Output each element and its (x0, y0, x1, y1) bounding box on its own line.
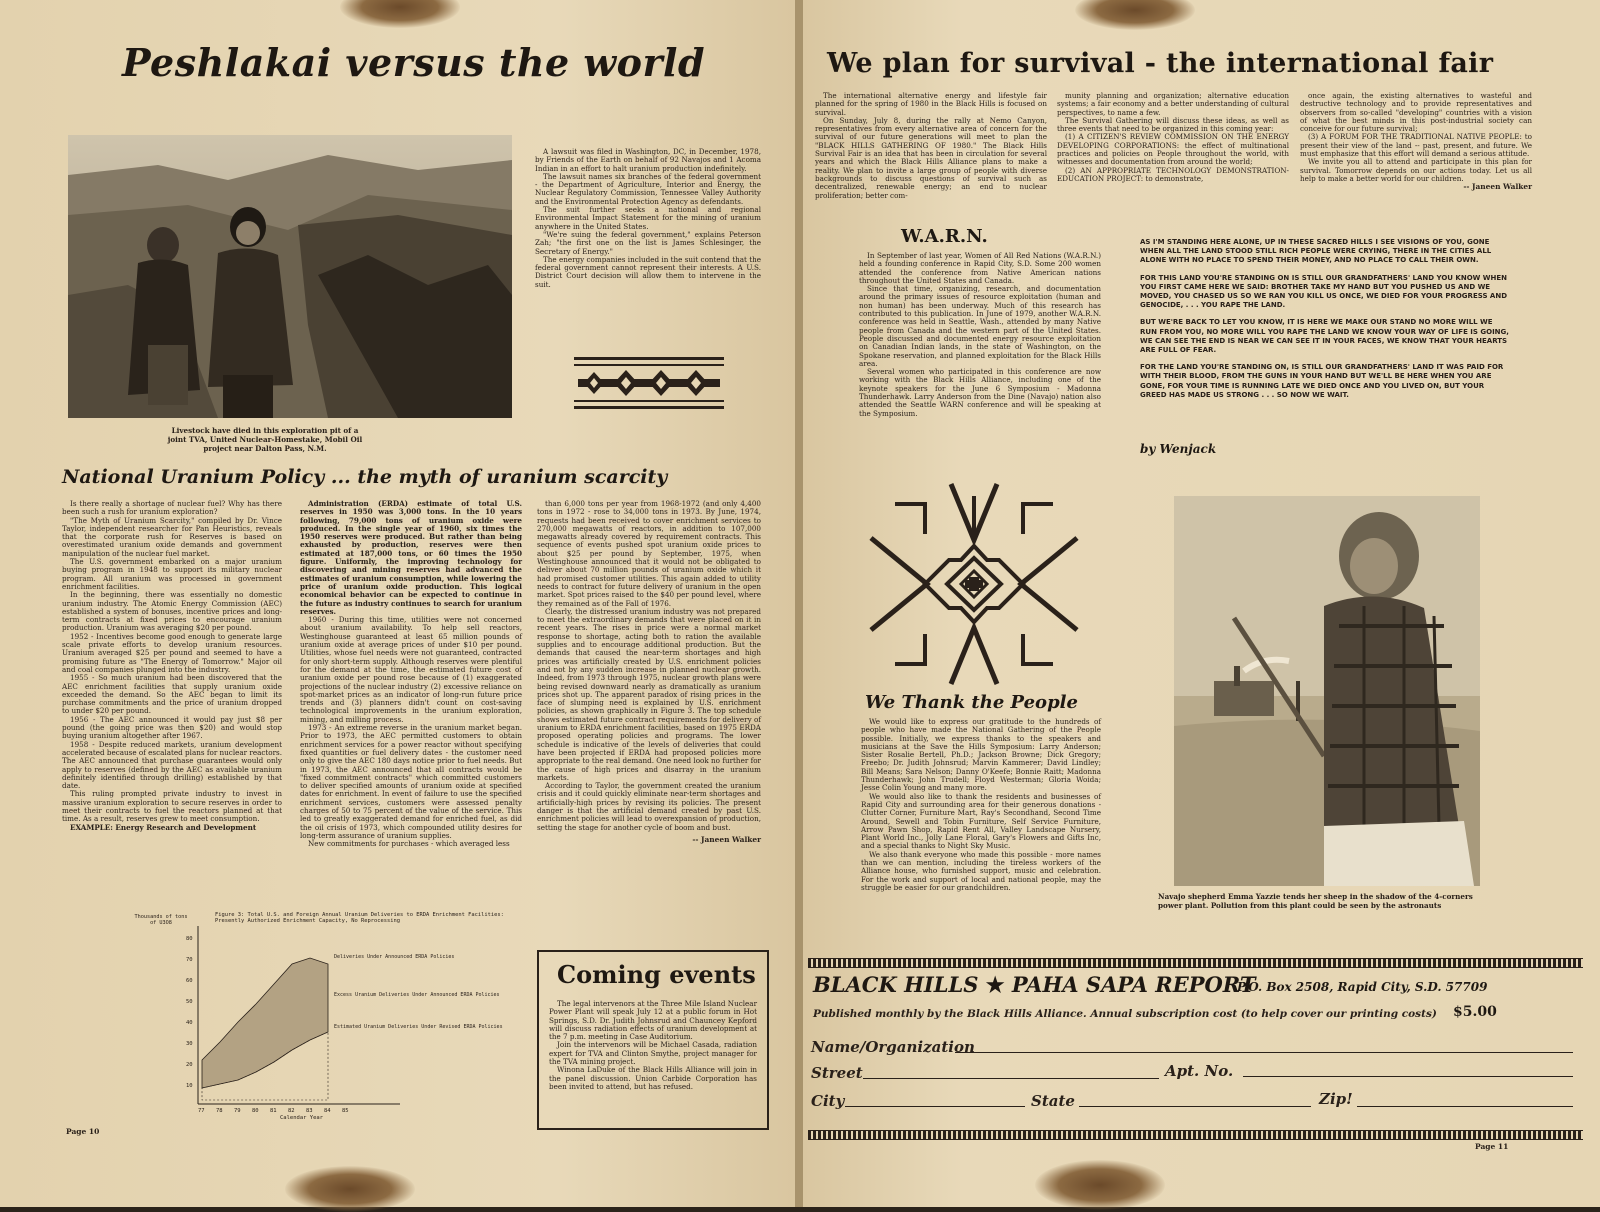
poem-wenjack (1140, 238, 1510, 408)
poem-byline: by Wenjack (1140, 442, 1217, 456)
apt-field-label: Apt. No. (1165, 1062, 1234, 1080)
uranium-para: New commitments for purchases - which averaged less (308, 839, 510, 849)
uranium-para: Administration (ERDA) estimate of total U.S. reserves in 1950 was 3,000 tons. In the 10 years following, 79,000 tons of uranium oxide were produced. In the single year of 1960, six times the 1950 reserves were produced. But rather than being exhausted by production, reserves were then estimated at 187,000 tons, or 60 times the 1950 figure. Uniformly, the improving technology for discovering and mining reserves had advanced the estimates of uranium consumption, while lowering the price of uranium oxide production. This logical economical behavior can be expected to continue in the future as industry continues to search for uranium reserves. (300, 499, 522, 616)
y-tick: 60 (186, 978, 193, 984)
x-tick: 83 (306, 1108, 313, 1114)
legend-entry: Deliveries Under Announced ERDA Policies (334, 954, 455, 960)
x-tick: 85 (342, 1108, 349, 1114)
x-tick: 82 (288, 1108, 295, 1114)
star-icon: ★ (985, 972, 1005, 997)
name-field-label: Name/Organization (811, 1038, 975, 1056)
figure-uranium-deliveries (130, 912, 515, 1120)
warn-title: W.A.R.N. (901, 226, 988, 247)
page-right (803, 0, 1600, 1207)
lawsuit-para: The energy companies included in the suit contend that the federal government cannot represent their interests. A U.S. District Court decision will allow them to intervene in the suit. (535, 254, 761, 289)
coming-events-para: Join the intervenors will be Michael Casada, radiation expert for TVA and Clinton Smythe, project manager for the TVA mining project. (549, 1040, 757, 1067)
headline-survival-fair: We plan for survival - the international fair (827, 48, 1494, 79)
thank-para: We would also like to thank the residents and businesses of Rapid City and surrounding area for their generous donations - Clutter Corner, Furniture Mart, Ray's Secondhand, Second Time Around, Sewell and Tobin Furniture, Self Service Furniture, Arrow Pawn Shop, Rapid Rent All, Valley Landscape Nursery, Plant World Inc., Jolly Lane Floral, Gary's Flowers and Gifts Inc, and a special thanks to Night Sky Music. (861, 791, 1101, 851)
x-tick: 78 (216, 1108, 223, 1114)
fair-para: (1) A CITIZEN'S REVIEW COMMISSION ON THE ENERGY DEVELOPING CORPORATIONS: the effect of multinational practices and policies on People throughout the world, with witnesses and documentation from around the world; (1057, 132, 1289, 167)
x-tick: 79 (234, 1108, 241, 1114)
coming-events-box (537, 950, 769, 1130)
uranium-para: This ruling prompted private industry to invest in massive uranium exploration to secure reserves in order to meet their contracts to fuel the reactors planned at that time. As a result, reserves grew to meet consumption. (62, 789, 282, 824)
lawsuit-article (535, 148, 761, 289)
poem-stanza: BUT WE'RE BACK TO LET YOU KNOW, IT IS HERE WE MAKE OUR STAND NO MORE WILL WE RUN FROM YOU, NO MORE WILL YOU RAPE THE LAND WE KNOW YOUR WAY OF LIFE IS GOING, WE CAN SEE THE END IS NEAR WE CAN SEE IT IN YOUR FACES, WE KNOW THAT YOUR HEARTS ARE FULL OF FEAR. (1140, 318, 1509, 355)
uranium-para: In the beginning, there was essentially no domestic uranium industry. The Atomic Energy Commission (AEC) established a system of bonuses, incentive prices and long-term contracts at fixed prices to encourage uranium production. Uranium was averaging $20 per pound. (62, 590, 282, 633)
headline-peshlakai: Peshlakai versus the world (122, 40, 706, 85)
page-number-left: Page 10 (66, 1127, 100, 1136)
uranium-para: Is there really a shortage of nuclear fuel? Why has there been such a rush for uranium exploration? (62, 499, 282, 517)
y-tick: 20 (186, 1062, 193, 1068)
fair-para: (3) A FORUM FOR THE TRADITIONAL NATIVE PEOPLE: to present their view of the land -- past, present, and future. We must emphasize that this effort will demand a serious attitude. (1300, 132, 1532, 159)
x-tick: 80 (252, 1108, 259, 1114)
uranium-para: 1958 - Despite reduced markets, uranium development accelerated because of escalated plans for nuclear reactors. The AEC announced that purchase guarantees would only apply to reserves (defined by the AEC as available uranium definitely identified through drilling) established by that date. (62, 739, 283, 791)
x-tick: 84 (324, 1108, 331, 1114)
subscribe-blurb: Published monthly by the Black Hills Alliance. Annual subscription cost (to help cover our printing costs) (813, 1008, 1437, 1020)
fair-byline: -- Janeen Walker (1463, 182, 1532, 192)
fair-para: The Survival Gathering will discuss these ideas, as well as three events that need to be organized in this coming year: (1057, 115, 1289, 134)
poem-stanza: FOR THE LAND YOU'RE STANDING ON, IS STILL OUR GRANDFATHERS' LAND IT WAS PAID FOR WITH THEIR BLOOD, FROM THE GUNS IN YOUR HAND BUT WE'LL BE HERE WHEN YOU ARE GONE, FOR YOUR TIME IS RUNNING LATE WE DIED ONCE AND YOU LIVED ON, BUT YOUR GREED HAS MADE US STRONG . . . SO NOW WE WAIT. (1140, 363, 1504, 399)
uranium-para: than 6,000 tons per year from 1968-1972 (and only 4,400 tons in 1972 - rose to 34,000 tons in 1973. By June, 1974, requests had been received to cover enrichment services to 270,000 megawatts of reactors, in addition to 107,000 megawatts already covered by requirement contracts. This sequence of events pushed spot uranium oxide prices to about $25 per pound by September, 1975, when Westinghouse announced that it would not be obligated to deliver about 70 million pounds of uranium oxide which it had promised customer utilities. This again added to utility needs to contract for future delivery of uranium in the open market. Spot prices raised to the $40 per pound level, where they remained as of the Fall of 1976. (537, 499, 761, 608)
thank-article (861, 718, 1101, 892)
street-field-label: Street (811, 1064, 863, 1082)
lawsuit-para: The lawsuit names six branches of the federal government - the Department of Agriculture, Interior and Energy, the Nuclear Regulatory Commission, Tennessee Valley Authority and the Environmental Protection Agency as defendants. (535, 171, 761, 206)
uranium-para: 1956 - The AEC announced it would pay just $8 per pound (the going price was then $20) and would stop buying uranium altogether after 1967. (62, 714, 282, 741)
fair-para: (2) AN APPROPRIATE TECHNOLOGY DEMONSTRATION-EDUCATION PROJECT: to demonstrate, (1057, 165, 1289, 183)
uranium-para: 1973 - An extreme reverse in the uranium market began. Prior to 1973, the AEC permitted customers to obtain enrichment services for a power reactor without specifying fixed quantities or fuel delivery dates - the customer need only to give the AEC 180 days notice prior to fuel needs. But in 1973, the AEC announced that all contracts would be "fixed commitment contracts" which committed customers to deliver specified amounts of uranium oxide at specified dates for enrichment. In event of failure to use the specified enrichment services, customers were assessed penalty charges of 50 to 75 percent of the value of the service. This led to greatly exaggerated demand for enriched fuel, as did the oil crisis of 1973, which compounded utility desires for long-term assurance of uranium supplies. (300, 723, 522, 840)
uranium-col-2 (300, 500, 522, 848)
masthead-title (813, 972, 1256, 997)
legend-entry: Excess Uranium Deliveries Under Announced ERDA Policies (334, 992, 500, 998)
headline-uranium: National Uranium Policy ... the myth of uranium scarcity (62, 466, 668, 488)
stain-decoration (285, 1166, 415, 1212)
fair-para: munity planning and organization; alternative education systems; a fair economy and a better understanding of cultural perspectives, to name a few. (1057, 91, 1289, 117)
masthead-black-hills: BLACK HILLS (813, 972, 979, 997)
fair-para: We invite you all to attend and participate in this plan for survival. Tomorrow depends on our actions today. Let us all help to make a better world for our children. (1300, 157, 1532, 183)
y-tick: 80 (186, 936, 193, 942)
form-bottom-border (808, 1130, 1583, 1140)
navajo-rug-ornament (574, 357, 724, 409)
page-left (0, 0, 795, 1207)
coming-events-para: Winona LaDuke of the Black Hills Alliance will join in the panel discussion. Union Carbide Corporation has been invited to attend, but has refused. (549, 1065, 757, 1091)
fair-para: The international alternative energy and lifestyle fair planned for the spring of 1980 in the Black Hills is focused on survival. (815, 91, 1047, 117)
photo-caption-emma: Navajo shepherd Emma Yazzie tends her sheep in the shadow of the 4-corners power plant. Pollution from this plant could be seen by the astronauts (1158, 892, 1473, 910)
stain-decoration (1035, 1160, 1165, 1210)
fair-para: once again, the existing alternatives to wasteful and destructive technology and to provide representatives and observers from so-called "developing" countries with a vision of what the best minds in this post-industrial society can conceive for our future survival; (1300, 91, 1532, 134)
form-top-border (808, 958, 1583, 968)
figure-ylabel: Thousands of tons of U3O8 (134, 914, 188, 926)
thank-para: We also thank everyone who made this possible - more names than we can mention, including the tireless workers of the Alliance house, who furnished support, music and celebration. For the work and support of local and national people, may the struggle be easier for our grandchildren. (861, 849, 1101, 892)
thank-title: We Thank the People (865, 692, 1078, 713)
uranium-para: "The Myth of Uranium Scarcity," compiled by Dr. Vince Taylor, independent researcher for Pan Heuristics, reveals that the corporate rush for Reserves is based on overestimated uranium oxide demands and government manipulation of the nuclear fuel market. (62, 515, 282, 558)
coming-events-para: The legal intervenors at the Three Mile Island Nuclear Power Plant will speak July 12 at a public forum in Hot Springs, S.D. Dr. Judith Johnsrud and Chauncey Kepford will discuss radiation effects of uranium development at the 7 p.m. meeting in Case Auditorium. (549, 999, 757, 1042)
thank-para: We would like to express our gratitude to the hundreds of people who have made the National Gathering of the People possible. Initially, we express thanks to the speakers and musicians at the Save the Hills Symposium: Larry Anderson; Sister Rosalie Bertell, Ph.D.; Jackson Browne; Dick Gregory; Freebo; Dr. Judith Johnsrud; Marvin Kammerer; David Lindley; Bill Means; Sara Nelson; Danny O'Keefe; Bonnie Raitt; Madonna Thunderhawk; John Trudell; Floyd Westerman; Gloria Woida; Jesse Colin Young and many more. (861, 717, 1101, 793)
masthead-paha-sapa: PAHA SAPA REPORT (1011, 972, 1256, 997)
street-field[interactable] (863, 1078, 1159, 1079)
uranium-col-1 (62, 500, 282, 832)
poem-stanza: FOR THIS LAND YOU'RE STANDING ON IS STILL OUR GRANDFATHERS' LAND YOU KNOW WHEN YOU FIRST CAME HERE WE SAID: BROTHER TAKE MY HAND BUT YOU PUSHED US AND WE MOVED, YOU CHASED US SO WE RAN YOU KILL US ONCE, WE DIED FOR YOUR PROGRESS AND GENOCIDE, . . . YOU RAPE THE LAND. (1140, 273, 1508, 310)
photo-livestock-pit (68, 135, 512, 418)
y-tick: 30 (186, 1041, 193, 1047)
subscribe-address: P.O. Box 2508, Rapid City, S.D. 57709 (1237, 980, 1488, 994)
coming-events-text (549, 1000, 757, 1091)
warn-para: In September of last year, Women of All Red Nations (W.A.R.N.) held a founding conference in Rapid City, S.D. Some 200 women attended the conference from Native American nations throughout the United States and Canada. (859, 251, 1101, 285)
fair-col-2 (1057, 92, 1289, 183)
zip-field[interactable] (1357, 1106, 1573, 1107)
figure-plot (130, 912, 515, 1120)
uranium-para: 1952 - Incentives become good enough to generate large scale private efforts to develop uranium resources. Uranium averaged $25 per pound and seemed to have a promising future as "The Energy of Tomorrow." Major oil and coal companies plunged into the industry. (62, 631, 282, 674)
uranium-para: According to Taylor, the government created the uranium crisis and it could quickly eliminate near-term shortages and artificially-high prices by revising its policies. The present danger is that the artificial demand created by past U.S. enrichment policies will lead to overexpansion of production, setting the stage for another cycle of boom and bust. (537, 781, 761, 832)
photo-caption-livestock: Livestock have died in this exploration pit of a joint TVA, United Nuclear-Homestake, Mobil Oil project near Dalton Pass, N.M. (167, 426, 363, 453)
y-tick: 40 (186, 1020, 193, 1026)
zip-field-label: Zip! (1319, 1090, 1353, 1108)
uranium-para: The U.S. government embarked on a major uranium buying program in 1948 to support its military nuclear program. All uranium was processed in government enrichment facilities. (62, 557, 282, 591)
poem-stanza: AS I'M STANDING HERE ALONE, UP IN THESE SACRED HILLS I SEE VISIONS OF YOU, GONE WHEN ALL THE LAND STOOD STILL RICH PEOPLE WERE CRYING, THERE IN THE CITIES ALL ALONE WITH NO PLACE TO SPEND THEIR MONEY, AND NO PLACE TO CALL THEIR OWN. (1140, 238, 1492, 265)
fair-para: On Sunday, July 8, during the rally at Nemo Canyon, representatives from every alternative area of concern for the survival of our future generations will meet to plan the "BLACK HILLS GATHERING OF 1980." The Black Hills Survival Fair is an idea that has been in circulation for several years and which the Black Hills Alliance plans to make a reality. We plan to invite a large group of people with diverse backgrounds to discuss questions of survival such as decentralized, renewable energy; an end to nuclear proliferation; better com- (815, 115, 1047, 200)
apt-field[interactable] (1243, 1076, 1573, 1077)
lawsuit-para: The suit further seeks a national and regional Environmental Impact Statement for the mining of uranium anywhere in the United States. (535, 205, 761, 231)
legend-entry: Estimated Uranium Deliveries Under Revised ERDA Policies (334, 1024, 503, 1030)
fair-col-3 (1300, 92, 1532, 192)
warn-para: Since that time, organizing, research, and documentation around the primary issues of resource exploitation (human and non human) has been underway. Much of this research has contributed to this publication. In June of 1979, another W.A.R.N. conference was held in Seattle, Wash., attended by many Native people from Canada and the western part of the United States. People discussed and documented energy resource exploitation on Canadian Indian lands, in the state of Washington, on the Spokane reservation, and planned exploitation for the Black Hills area. (859, 284, 1101, 368)
state-field[interactable] (1079, 1106, 1311, 1107)
lawsuit-para: "We're suing the federal government," explains Peterson Zah; "the first one on the list is James Schlesinger, the Secretary of Energy." (535, 229, 761, 256)
uranium-para: 1955 - So much uranium had been discovered that the AEC enrichment facilities that supply uranium oxide exceeded the demand. So the AEC began to limit its purchase commitments and the price of uranium dropped to under $20 per pound. (62, 673, 282, 716)
x-tick: 81 (270, 1108, 277, 1114)
uranium-para-example: EXAMPLE: Energy Research and Development (70, 822, 257, 832)
fair-col-1 (815, 92, 1047, 200)
name-field[interactable] (955, 1052, 1573, 1053)
excess-deliveries-area (202, 958, 328, 1088)
subscribe-price: $5.00 (1453, 1004, 1497, 1020)
coming-events-title: Coming events (557, 960, 756, 989)
uranium-byline: -- Janeen Walker (692, 834, 761, 844)
x-tick: 77 (198, 1108, 205, 1114)
y-tick: 50 (186, 999, 193, 1005)
page-number-right: Page 11 (1475, 1142, 1509, 1151)
lawsuit-para: A lawsuit was filed in Washington, DC, in December, 1978, by Friends of the Earth on behalf of 92 Navajos and 1 Acoma Indian in an effort to halt uranium production indefinitely. (535, 147, 761, 173)
canyon-photo-illustration (68, 135, 512, 418)
y-tick: 10 (186, 1083, 193, 1089)
uranium-col-3 (537, 500, 761, 844)
photo-emma-yazzie (1174, 496, 1480, 886)
state-field-label: State (1031, 1092, 1075, 1110)
x-axis-label: Calendar Year (280, 1115, 324, 1120)
warn-para: Several women who participated in this conference are now working with the Black Hills Alliance, including one of the keynote speakers for the June 6 Symposium - Madonna Thunderhawk. Larry Anderson from the Dine (Navajo) nation also attended the Seattle WARN conference and will be speaking at the Symposium. (859, 367, 1101, 418)
star-design-ornament (865, 480, 1083, 688)
city-field-label: City (811, 1092, 845, 1110)
figure-title: Figure 3: Total U.S. and Foreign Annual Uranium Deliveries to ERDA Enrichment Facilities: Presently Authorized Enrichment Capacity, No Reprocessing (215, 912, 504, 925)
uranium-para: Clearly, the distressed uranium industry was not prepared to meet the extraordinary demands that were placed on it in recent years. The rises in price were a normal market response to shortage, acting both to ration the available supplies and to encourage additional production. But the demands that caused the near-term shortages and high prices was artificially created by U.S. enrichment policies and not by any sudden increase in planned nuclear growth. Indeed, from 1973 through 1975, nuclear growth plans were being revised downward nearly as dramatically as uranium prices shot up. The apparent paradox of rising prices in the face of slumping need is explained by U.S. enrichment policies, as shown graphically in Figure 3. The top schedule shows estimated future contract requirements for delivery of uranium to ERDA enrichment facilities, based on 1975 ERDA proposed operating policies and programs. The lower schedule is indicative of the levels of deliveries that could have been projected if ERDA had proposed policies more appropriate to the real demand. One need look no further for the cause of high prices and disarray in the uranium markets. (537, 606, 761, 782)
gutter (795, 0, 803, 1207)
y-tick: 70 (186, 957, 193, 963)
city-field[interactable] (845, 1106, 1025, 1107)
warn-article (859, 252, 1101, 418)
uranium-para: 1960 - During this time, utilities were not concerned about uranium availability. To help sell reactors, Westinghouse guaranteed at least 65 million pounds of uranium oxide at average prices of under $10 per pound. Utilities, whose fuel needs were not guaranteed, contracted for only short-term supply. Although reserves were plentiful for the demand at the time, the estimated future cost of uranium oxide per pound rose because of (1) exaggerated projections of the nuclear industry (2) excessive reliance on spot-market prices as an indicator of long-run future price trends and (3) planners didn't count on cost-saving technological improvements in the uranium exploration, mining, and milling process. (300, 615, 522, 724)
